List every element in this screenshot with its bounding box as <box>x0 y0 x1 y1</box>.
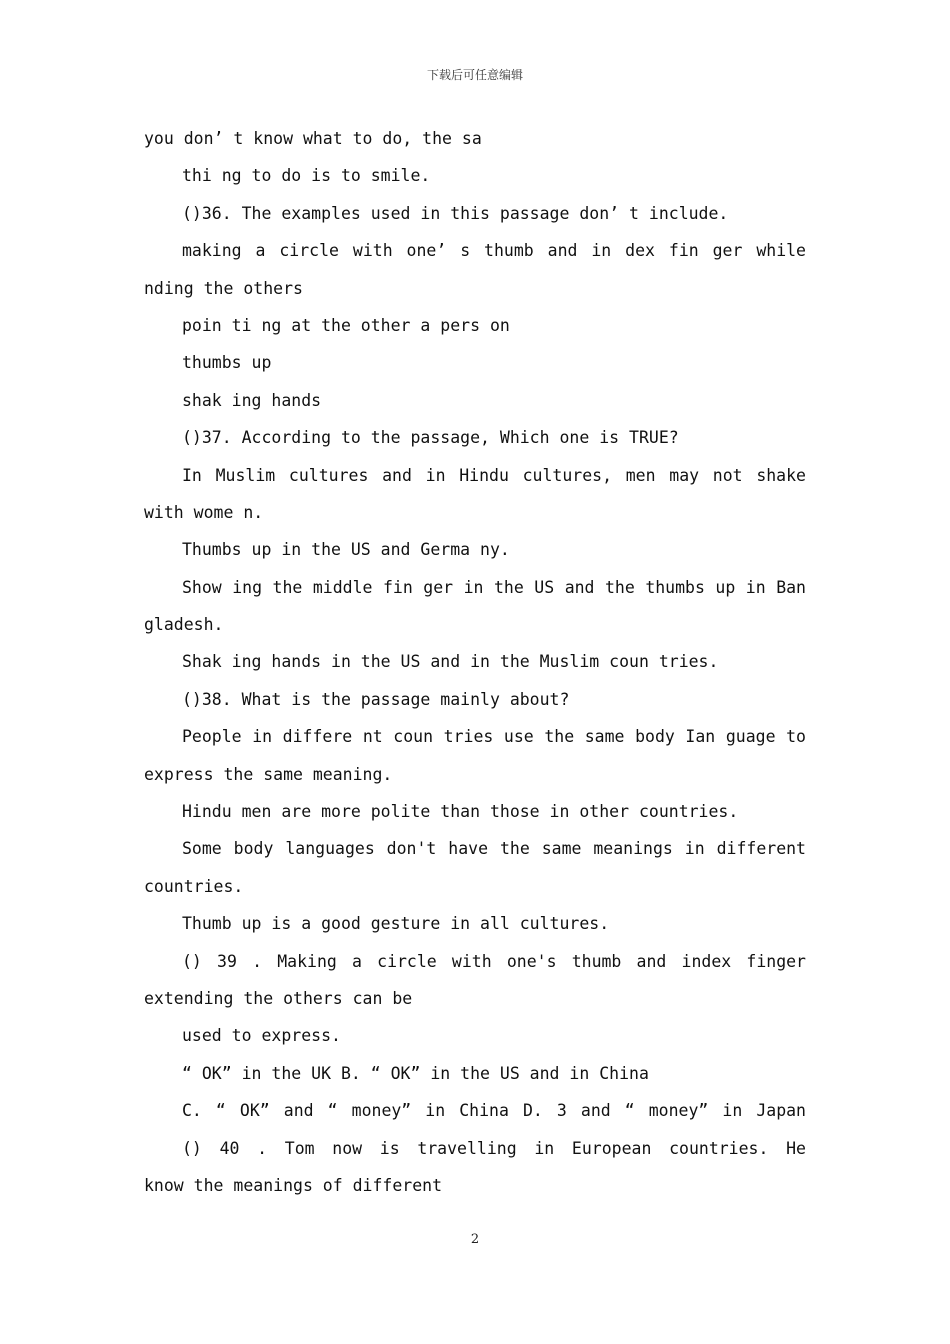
text-line: Shak ing hands in the US and in the Muslim coun tries. <box>182 652 719 672</box>
text-line: Thumb up is a good gesture in all cultures. <box>182 914 610 934</box>
text-line: know the meanings of different <box>144 1175 443 1195</box>
text-line: ()38. What is the passage mainly about? <box>182 689 570 709</box>
text-line: you don’ t know what to do, the sa <box>144 129 482 148</box>
text-line: with wome n. <box>144 502 264 522</box>
text-line: Show ing the middle fin ger in the US and the thumbs up in Ban <box>182 577 806 597</box>
page-header: 下载后可任意编辑 <box>426 68 523 82</box>
text-line: Thumbs up in the US and Germa ny. <box>182 540 510 560</box>
text-line: nding the others <box>144 278 303 298</box>
text-line: extending the others can be <box>144 988 413 1008</box>
text-line: gladesh. <box>144 615 224 635</box>
text-line: countries. <box>144 876 244 896</box>
text-line: People in differe nt coun tries use the same body Ian guage to <box>182 727 806 747</box>
text-line: thumbs up <box>182 353 272 373</box>
text-line: “ OK” in the UK B. “ OK” in the US and in China <box>182 1063 649 1083</box>
text-line: () 40 . Tom now is travelling in European countries. He <box>182 1138 806 1158</box>
text-line: Hindu men are more polite than those in other countries. <box>182 802 739 822</box>
text-line: In Muslim cultures and in Hindu cultures, men may not shake <box>182 465 806 485</box>
text-line: used to express. <box>182 1026 341 1046</box>
text-line: ()36. The examples used in this passage don’ t include. <box>182 203 729 223</box>
text-line: C. “ OK” and “ money” in China D. 3 and “ money” in Japan <box>182 1101 806 1121</box>
text-line: ()37. According to the passage, Which one is TRUE? <box>182 428 679 448</box>
text-line: express the same meaning. <box>144 764 393 784</box>
text-line: Some body languages don't have the same meanings in different <box>182 839 806 859</box>
document-body <box>144 120 806 1204</box>
text-line: shak ing hands <box>182 390 322 410</box>
text-line: making a circle with one’ s thumb and in dex fin ger while <box>182 241 806 261</box>
text-line: () 39 . Making a circle with one's thumb and index finger <box>182 951 806 971</box>
page-number: 2 <box>470 1232 480 1247</box>
text-line: thi ng to do is to smile. <box>182 166 431 186</box>
text-line: poin ti ng at the other a pers on <box>182 315 510 335</box>
